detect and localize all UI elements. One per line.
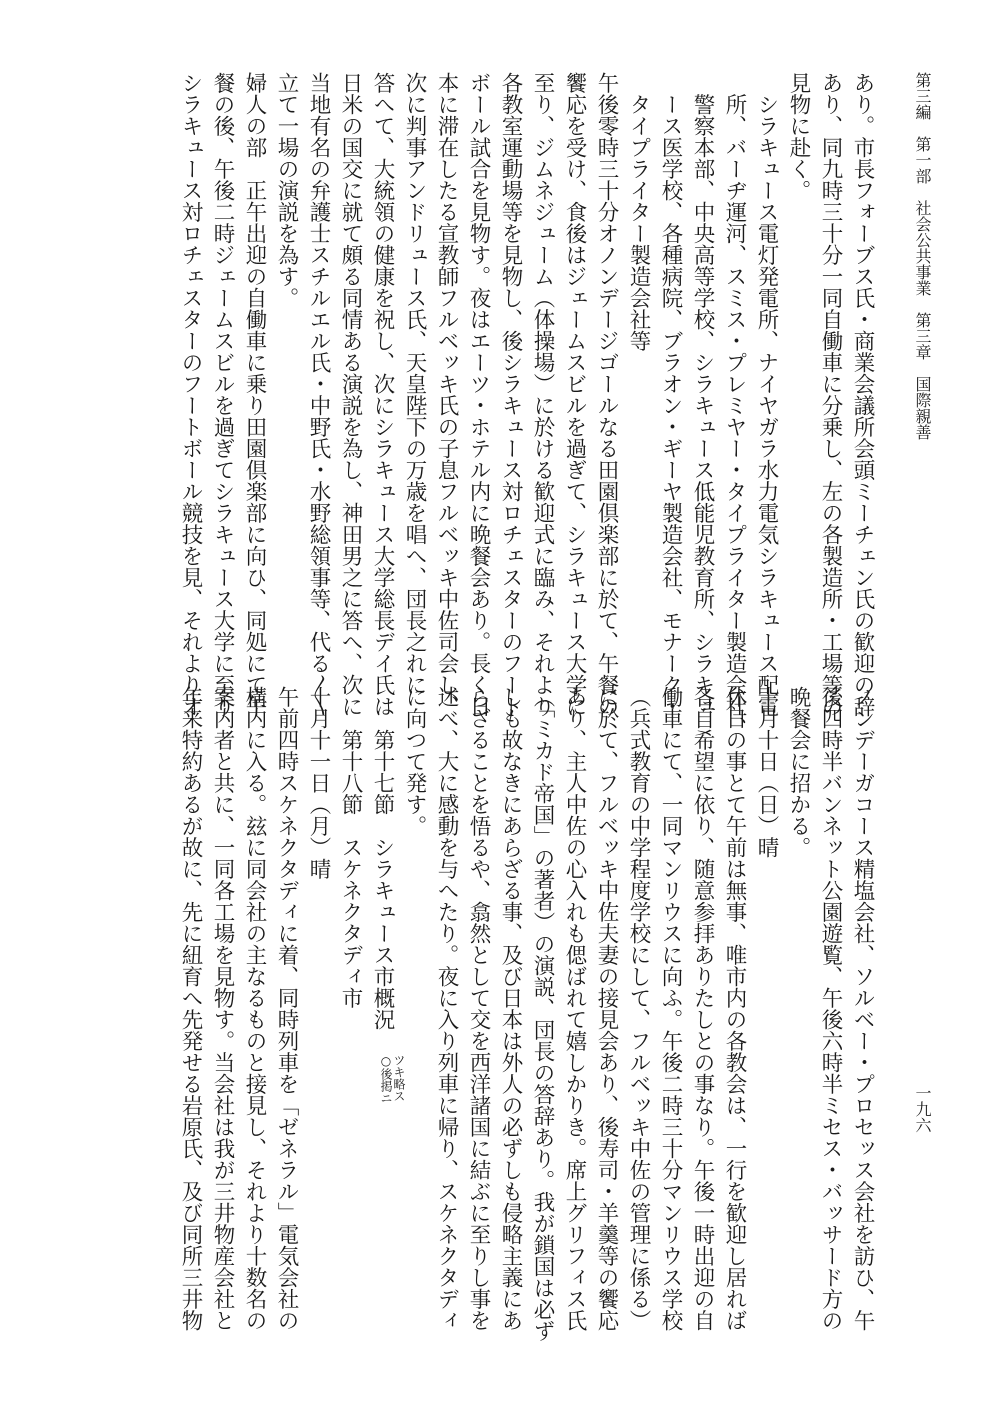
text-line: 見物に赴く。 — [786, 72, 811, 201]
text-line: しも故なきにあらざる事、及び日本は外人の必ずしも侵略主義にあ — [498, 686, 523, 1331]
text-line: 案内者と共に、一同各工場を見物す。当会社は我が三井物産会社と — [210, 686, 235, 1331]
section-heading-18: 第十八節 スケネクタディ市 — [338, 686, 363, 1009]
text-line: シラキュース電灯発電所、ナイヤガラ水力電気シラキュース配電 — [754, 72, 779, 717]
text-line: 餐の後、午後二時ジェームスビルを過ぎてシラキュース大学に至り — [210, 72, 235, 717]
text-line: 午後零時三十分オノンデージゴールなる田園倶楽部に於て、午餐の — [594, 72, 619, 717]
text-line: ボール試合を見物す。夜はエーツ・ホテル内に晩餐会あり。長く日 — [466, 72, 491, 717]
text-line: 各自希望に依り、随意参拝ありたしとの事なり。午後一時出迎の自 — [690, 686, 715, 1331]
text-line: あり。市長フォーブス氏・商業会議所会頭ミーチェン氏の歓迎の辞 — [850, 72, 875, 717]
text-line: 当地有名の弁護士スチルエル氏・中野氏・水野総領事等、代る〳〵 — [306, 72, 331, 717]
text-line: 至り、ジムネジューム（体操場）に於ける歓迎式に臨み、それより — [530, 72, 555, 717]
text-line: シラキュース対ロチェスターのフートボール競技を見、それよりオ — [178, 72, 203, 717]
text-line: 次に判事アンドリュース氏、天皇陛下の万歳を唱へ、団長之れに — [402, 72, 427, 696]
text-line: 饗応を受け、食後はジェームスビルを過ぎて、シラキュース大学に — [562, 72, 587, 717]
text-line: 本に滞在したる宣教師フルベッキ氏の子息フルベッキ中佐司会し、 — [434, 72, 459, 717]
text-line: 休日の事とて午前は無事、唯市内の各教会は、一行を歓迎し居れば — [722, 686, 747, 1331]
text-line: 警察本部、中央高等学校、シラキュース低能児教育所、シラキュ — [690, 72, 715, 717]
text-line: 所、バーヂ運河、スミス・プレミヤー・タイプライター製造会社、 — [722, 72, 747, 739]
text-line: 述べ、大に感動を与へたり。夜に入り列車に帰り、スケネクタディ — [434, 686, 459, 1331]
text-line: に向つて発す。 — [402, 686, 427, 837]
text-line: 働車にて、一同マンリウスに向ふ。午後二時三十分マンリウス学校 — [658, 686, 683, 1331]
text-line: 婦人の部 正午出迎の自働車に乗り田園倶楽部に向ひ、同処にて午 — [242, 72, 267, 717]
text-line: ノンデーガコース精塩会社、ソルベー・プロセッス会社を訪ひ、午 — [850, 686, 875, 1331]
text-line: 晩餐会に招かる。 — [786, 686, 811, 858]
text-line: あり、同九時三十分一同自働車に分乗し、左の各製造所・工場等の — [818, 72, 843, 717]
text-line: ース医学校、各種病院、ブラオン・ギーヤ製造会社、モナーク・ — [658, 72, 683, 717]
text-line: あり、主人中佐の心入れも偲ばれて嬉しかりき。席上グリフィス氏 — [562, 686, 587, 1331]
text-line: （「ミカド帝国」の著者）の演説、団長の答辞あり。我が鎖国は必ず — [530, 686, 555, 1342]
text-line: 後四時半バンネット公園遊覧、午後六時半ミセス・バッサード方の — [818, 686, 843, 1331]
text-line: タイプライター製造会社等 — [626, 72, 651, 352]
text-line: 構内に入る。玆に同会社の主なるものと接見し、それより十数名の — [242, 686, 267, 1331]
text-line: らざることを悟るや、翕然として交を西洋諸国に結ぶに至りし事を — [466, 686, 491, 1331]
text-line: 午前四時スケネクタディに着、同時列車を「ゼネラル」電気会社の — [274, 686, 299, 1331]
text-line: 年来特約あるが故に、先に紐育へ先発せる岩原氏、及び同所三井物 — [178, 686, 203, 1331]
footnote-note: ○後掲ニ — [379, 1054, 393, 1104]
date-heading: 十月十一日（月）晴 — [306, 686, 331, 880]
text-line: 日米の国交に就て頗る同情ある演説を為し、神田男之に答へ、次に — [338, 72, 363, 717]
running-header: 第三編 第一部 社会公共事業 第三章 国際親善 — [913, 72, 932, 440]
page-number: 一九六 — [913, 1085, 932, 1133]
text-line: （兵式教育の中学程度学校にして、フルベッキ中佐の管理に係る） — [626, 686, 651, 1331]
section-heading-17: 第十七節 シラキュース市概況 — [370, 686, 395, 1030]
footnote-note: ツキ略ス — [392, 1054, 406, 1102]
date-heading: 十月十日（日）晴 — [754, 686, 779, 858]
text-line: に於て、フルベッキ中佐夫妻の接見会あり、後寿司・羊羹等の饗応 — [594, 686, 619, 1331]
text-line: 各教室運動場等を見物し、後シラキュース対ロチェスターのフート — [498, 72, 523, 717]
text-line: 立て一場の演説を為す。 — [274, 72, 299, 309]
text-line: 答へて、大統領の健康を祝し、次にシラキュース大学総長デイ氏は — [370, 72, 395, 717]
